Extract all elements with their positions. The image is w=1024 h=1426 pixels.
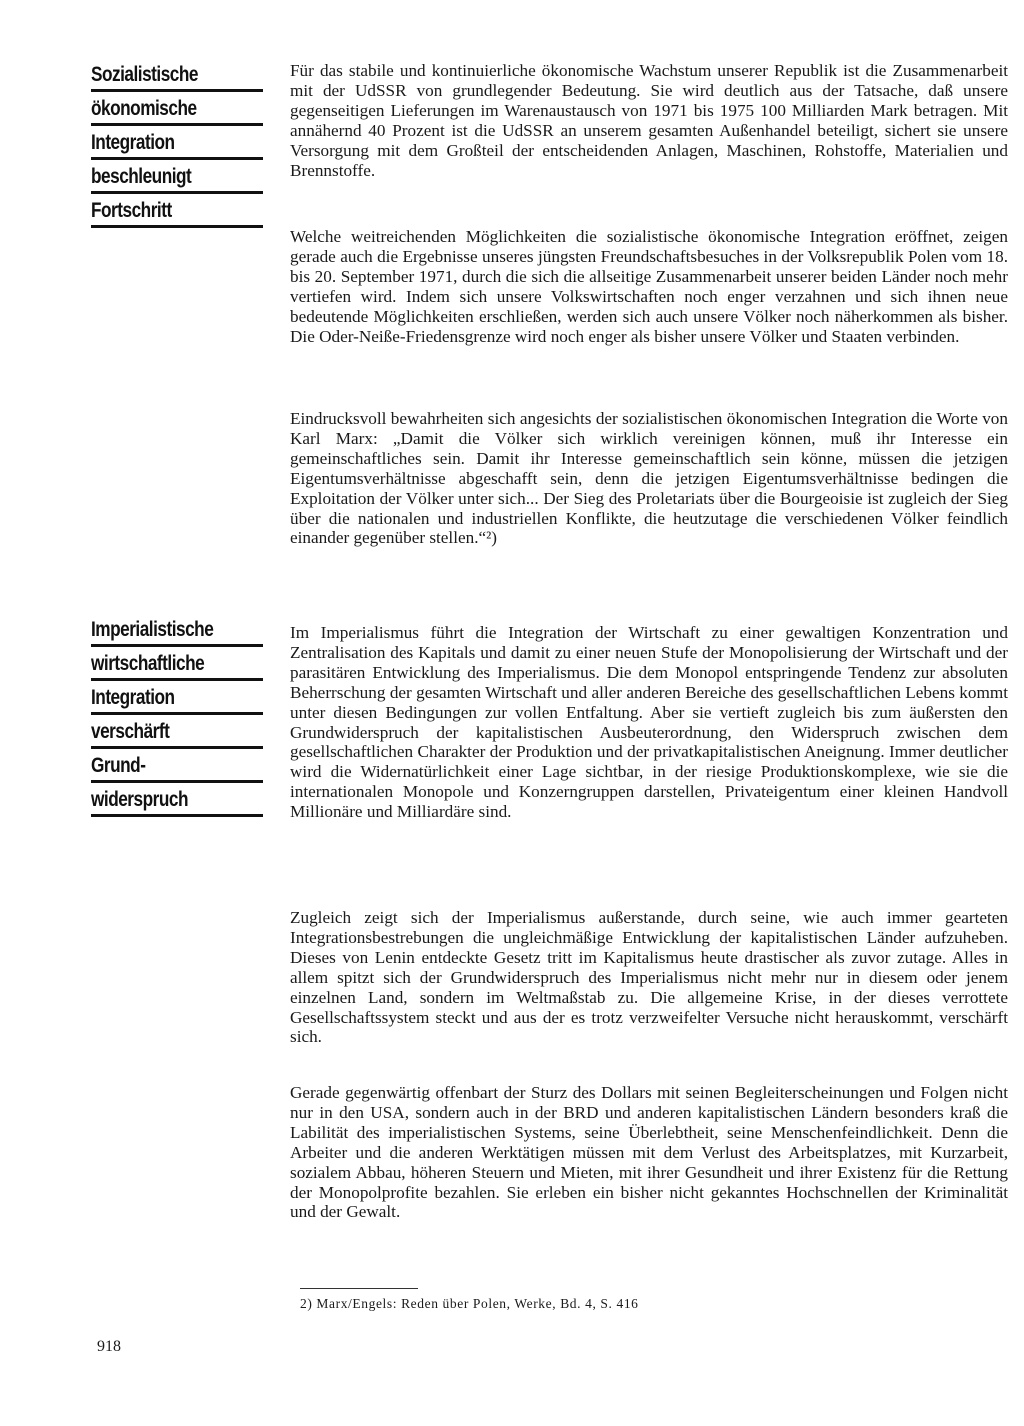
heading-underline: [91, 191, 263, 194]
heading-underline: [91, 644, 263, 647]
heading-line: Integration: [91, 131, 175, 154]
body-paragraph: Im Imperialismus führt die Integration der Wirtschaft zu einer gewaltigen Konzentration und Zentralisation des Kapitals und damit zu einer neuen Stufe der Monopolisierung der Wirtschaft und der parasitären Entwicklung des Imperialismus. Die dem Monopol entspringende Tendenz zur absoluten Beherrschung der gesamten Wirtschaft und aller anderen Bereiche des gesellschaftlichen Lebens kommt unter diesen Bedingungen zur vollen Entfaltung. Aber sie vertieft zugleich bis zum äußersten den Grundwiderspruch der kapitalistischen Ausbeuterordnung, den Widerspruch zwischen dem gesellschaftlichen Charakter der Produktion und der privatkapitalistischen Aneignung. Immer deutlicher wird die Widernatürlichkeit einer Lage sichtbar, in der riesige Produktionskomplexe, wie sie die internationalen Monopole und Konzerngruppen darstellen, Privateigentum einer kleinen Handvoll Millionäre und Milliardäre sind.: [290, 623, 1008, 822]
heading-underline: [91, 225, 263, 228]
heading-underline: [91, 712, 263, 715]
heading-line: Fortschritt: [91, 199, 172, 222]
heading-underline: [91, 157, 263, 160]
heading-line: Imperialistische: [91, 618, 214, 641]
body-paragraph: Zugleich zeigt sich der Imperialismus außerstande, durch seine, wie auch immer gearteten Integrationsbestrebungen die ungleichmäßige Entwicklung der kapitalistischen Länder aufzuheben. Dieses von Lenin entdeckte Gesetz tritt im Kapitalismus heute drastischer als zuvor zutage. Alles in allem spitzt sich der Grundwiderspruch des Imperialismus nicht mehr nur in diesem oder jenem einzelnen Land, sondern im Weltmaßstab zu. Die allgemeine Krise, in der dieses verrottete Gesellschaftssystem steckt und aus der es trotz verzweifelter Versuche nicht herauskommt, verschärft sich.: [290, 908, 1008, 1047]
body-paragraph: Welche weitreichenden Möglichkeiten die sozialistische ökonomische Integration eröffnet, zeigen gerade auch die Ergebnisse unseres jüngsten Freundschaftsbesuches in der Volksrepublik Polen vom 18. bis 20. September 1971, durch die sich die allseitige Zusammenarbeit unserer beiden Länder noch mehr vertiefen wird. Indem sich unsere Volkswirtschaften noch enger verzahnen und sich ihnen neue bedeutende Möglichkeiten erschließen, werden sich auch unsere Völker noch näherkommen als bisher. Die Oder-Neiße-Friedensgrenze wird noch enger als bisher unsere Völker und Staaten verbinden.: [290, 227, 1008, 346]
page-number: 918: [97, 1338, 121, 1355]
heading-line: wirtschaftliche: [91, 652, 205, 675]
side-heading-socialist-integration: [91, 62, 271, 232]
body-paragraph: Gerade gegenwärtig offenbart der Sturz des Dollars mit seinen Begleiterscheinungen und Folgen nicht nur in den USA, sondern auch in der BRD und anderen kapitalistischen Ländern besonders kraß die Labilität des imperialistischen Systems, seine Überlebtheit, seine Menschenfeindlichkeit. Denn die Arbeiter und die anderen Werktätigen müssen mit dem Verlust des Arbeitsplatzes, mit Kurzarbeit, sozialem Abbau, höheren Steuern und Mieten, mit ihrer Gesundheit und ihrer Existenz für die Rettung der Monopolprofite bezahlen. Sie erleben ein bisher nicht gekanntes Hochschnellen der Kriminalität und der Gewalt.: [290, 1083, 1008, 1222]
footnote: 2) Marx/Engels: Reden über Polen, Werke, Bd. 4, S. 416: [300, 1296, 639, 1311]
footnote-divider: [300, 1288, 418, 1289]
heading-underline: [91, 814, 263, 817]
heading-underline: [91, 89, 263, 92]
heading-line: widerspruch: [91, 788, 188, 811]
heading-line: verschärft: [91, 720, 170, 743]
heading-underline: [91, 678, 263, 681]
side-heading-imperialist-integration: [91, 617, 271, 821]
heading-underline: [91, 123, 263, 126]
heading-underline: [91, 746, 263, 749]
heading-line: Sozialistische: [91, 63, 199, 86]
heading-underline: [91, 780, 263, 783]
heading-line: beschleunigt: [91, 165, 192, 188]
body-paragraph: Für das stabile und kontinuierliche ökonomische Wachstum unserer Republik ist die Zusammenarbeit mit der UdSSR von grundlegender Bedeutung. Sie wird deutlich aus der Tatsache, daß unsere gegenseitigen Lieferungen im Warenaustausch von 1971 bis 1975 100 Milliarden Mark betragen. Mit annähernd 40 Prozent ist die UdSSR an unserem gesamten Außenhandel beteiligt, sichert sie unsere Versorgung mit dem Großteil der entscheidenden Anlagen, Maschinen, Rohstoffe, Materialien und Brennstoffe.: [290, 61, 1008, 180]
heading-line: Grund-: [91, 754, 146, 777]
heading-line: Integration: [91, 686, 175, 709]
body-paragraph-marx-quote: Eindrucksvoll bewahrheiten sich angesichts der sozialistischen ökonomischen Integration die Worte von Karl Marx: „Damit die Völker sich wirklich vereinigen können, muß ihr Interesse ein gemeinschaftliches sein. Damit ihr Interesse gemeinschaftlich sein könne, müssen die jetzigen Eigentumsverhältnisse abgeschafft sein, denn die jetzigen Eigentumsverhältnisse bedingen die Exploitation der Völker unter sich... Der Sieg des Proletariats über die Bourgeoisie ist zugleich der Sieg über die nationalen und industriellen Konflikte, die heutzutage die verschiedenen Völker feindlich einander gegenüber stellen.“²): [290, 409, 1008, 548]
heading-line: ökonomische: [91, 97, 197, 120]
